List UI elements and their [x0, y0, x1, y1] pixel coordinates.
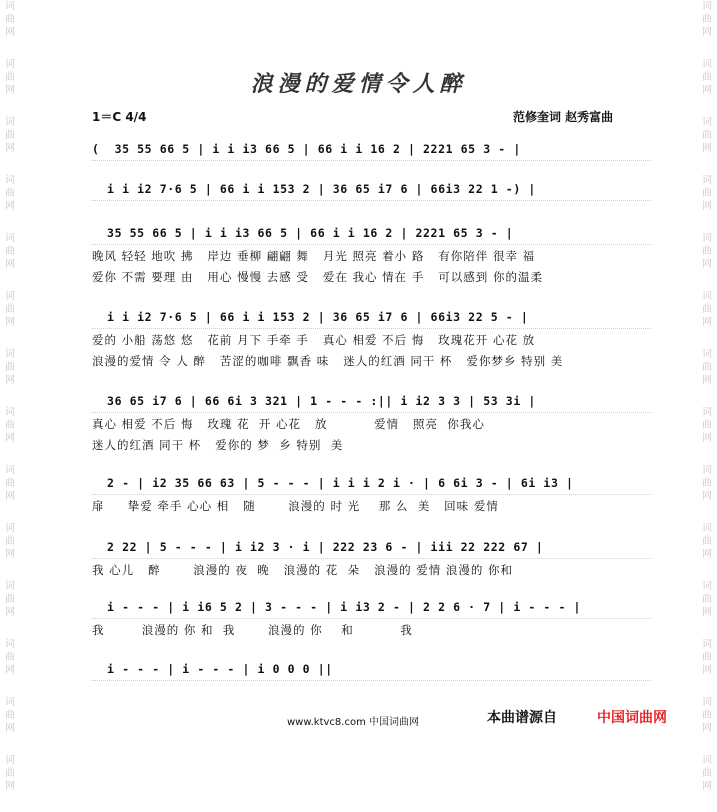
- watermark-char: 曲: [702, 362, 712, 373]
- watermark-char: 网: [5, 201, 15, 212]
- watermark-char: 网: [5, 491, 15, 502]
- watermark-char: 曲: [5, 304, 15, 315]
- watermark-char: 网: [702, 723, 712, 734]
- watermark-char: 词: [5, 697, 15, 708]
- lyric-line: 迷人的红酒 同干 杯 爱你的 梦 乡 特别 美: [92, 438, 344, 452]
- watermark-char: 曲: [702, 72, 712, 83]
- watermark-char: 词: [5, 349, 15, 360]
- footer-source-label: 本曲谱源自: [487, 710, 557, 726]
- watermark-char: 词: [702, 755, 712, 766]
- watermark-char: 曲: [5, 14, 15, 25]
- watermark-char: 词: [5, 465, 15, 476]
- watermark-char: 曲: [5, 594, 15, 605]
- watermark-char: 曲: [5, 420, 15, 431]
- watermark-char: 词: [702, 59, 712, 70]
- watermark-char: 词: [702, 349, 712, 360]
- notation-line: 35 55 66 5 | i i i3 66 5 | 66 i i 16 2 | 2221 65 3 - |: [92, 224, 652, 245]
- watermark-char: 网: [5, 665, 15, 676]
- watermark-char: 曲: [5, 536, 15, 547]
- watermark-char: 词: [702, 1, 712, 12]
- footer-site-name: 中国词曲网: [597, 710, 667, 726]
- watermark-char: 网: [702, 433, 712, 444]
- watermark-char: 网: [5, 85, 15, 96]
- watermark-char: 网: [5, 143, 15, 154]
- watermark-char: 词: [5, 523, 15, 534]
- watermark-char: 网: [5, 549, 15, 560]
- watermark-char: 曲: [702, 652, 712, 663]
- song-credits: 范修奎词 赵秀富曲: [513, 110, 614, 124]
- watermark-char: 词: [5, 233, 15, 244]
- score-system-9: [92, 660, 652, 681]
- footer-url: www.ktvc8.com 中国词曲网: [287, 717, 420, 728]
- watermark-char: 词: [702, 117, 712, 128]
- watermark-char: 词: [702, 465, 712, 476]
- watermark-char: 曲: [702, 536, 712, 547]
- lyric-line: 晚风 轻轻 地吹 拂 岸边 垂柳 翩翩 舞 月光 照亮 着小 路 有你陪伴 很幸 福: [92, 249, 536, 263]
- song-title: 浪漫的爱情令人醉: [250, 71, 467, 97]
- watermark-char: 网: [702, 665, 712, 676]
- score-system-6: [92, 474, 652, 517]
- watermark-char: 词: [5, 59, 15, 70]
- watermark-char: 词: [702, 291, 712, 302]
- watermark-char: 网: [702, 27, 712, 38]
- watermark-char: 词: [702, 639, 712, 650]
- score-system-3: [92, 224, 652, 287]
- notation-line: 2 22 | 5 - - - | i i2 3 · i | 222 23 6 - | iii 22 222 67 |: [92, 538, 652, 559]
- watermark-char: 词: [702, 233, 712, 244]
- watermark-char: 网: [702, 549, 712, 560]
- watermark-char: 曲: [702, 594, 712, 605]
- lyric-line: 扉 挚爱 牵手 心心 相 随 浪漫的 时 光 那 么 美 回味 爱情: [92, 499, 499, 513]
- notation-line: i i i2 7·6 5 | 66 i i 153 2 | 36 65 i7 6 | 66i3 22 1 -) |: [92, 180, 652, 201]
- watermark-char: 网: [702, 781, 712, 792]
- watermark-char: 曲: [702, 710, 712, 721]
- lyric-line: 真心 相爱 不后 悔 玫瑰 花 开 心花 放 爱情 照亮 你我心: [92, 417, 485, 431]
- notation-line: i - - - | i - - - | i 0 0 0 ||: [92, 660, 652, 681]
- watermark-char: 词: [5, 407, 15, 418]
- watermark-char: 曲: [5, 72, 15, 83]
- watermark-char: 词: [702, 407, 712, 418]
- watermark-char: 网: [5, 433, 15, 444]
- watermark-char: 词: [5, 581, 15, 592]
- watermark-char: 曲: [702, 246, 712, 257]
- watermark-char: 曲: [5, 652, 15, 663]
- watermark-char: 词: [5, 639, 15, 650]
- watermark-char: 网: [702, 491, 712, 502]
- watermark-char: 网: [5, 259, 15, 270]
- score-system-5: [92, 392, 652, 455]
- notation-line: i - - - | i i6 5 2 | 3 - - - | i i3 2 - | 2 2 6 · 7 | i - - - |: [92, 598, 652, 619]
- watermark-char: 曲: [702, 304, 712, 315]
- watermark-char: 网: [702, 259, 712, 270]
- watermark-char: 网: [5, 27, 15, 38]
- watermark-char: 词: [5, 291, 15, 302]
- watermark-char: 网: [5, 723, 15, 734]
- notation-line: 36 65 i7 6 | 66 6i 3 321 | 1 - - - :|| i i2 3 3 | 53 3i |: [92, 392, 652, 413]
- watermark-char: 网: [5, 781, 15, 792]
- watermark-left: [2, 0, 18, 792]
- score-system-8: [92, 598, 652, 641]
- watermark-char: 网: [702, 201, 712, 212]
- watermark-char: 网: [5, 317, 15, 328]
- watermark-char: 网: [702, 85, 712, 96]
- watermark-char: 词: [5, 755, 15, 766]
- watermark-char: 词: [702, 581, 712, 592]
- watermark-char: 词: [5, 175, 15, 186]
- watermark-char: 词: [5, 117, 15, 128]
- watermark-char: 网: [702, 143, 712, 154]
- watermark-char: 曲: [702, 420, 712, 431]
- watermark-char: 曲: [5, 710, 15, 721]
- score-system-7: [92, 538, 652, 581]
- lyric-line: 浪漫的爱情 令 人 醉 苦涩的咖啡 飘香 味 迷人的红酒 同干 杯 爱你梦乡 特别 美: [92, 354, 564, 368]
- score-system-2: [92, 180, 652, 201]
- watermark-char: 网: [5, 607, 15, 618]
- watermark-char: 网: [702, 375, 712, 386]
- watermark-char: 曲: [702, 14, 712, 25]
- lyric-line: 我 浪漫的 你 和 我 浪漫的 你 和 我: [92, 623, 413, 637]
- watermark-char: 曲: [5, 362, 15, 373]
- watermark-char: 曲: [5, 478, 15, 489]
- watermark-char: 曲: [5, 188, 15, 199]
- key-signature: 1＝C 4/4: [92, 110, 147, 124]
- watermark-right: [699, 0, 715, 792]
- watermark-char: 曲: [702, 130, 712, 141]
- watermark-char: 词: [702, 697, 712, 708]
- watermark-char: 曲: [5, 768, 15, 779]
- lyric-line: 爱的 小船 荡悠 悠 花前 月下 手牵 手 真心 相爱 不后 悔 玫瑰花开 心花 放: [92, 333, 536, 347]
- watermark-char: 曲: [5, 246, 15, 257]
- watermark-char: 词: [5, 1, 15, 12]
- notation-line: 2 - | i2 35 66 63 | 5 - - - | i i i 2 i · | 6 6i 3 - | 6i i3 |: [92, 474, 652, 495]
- watermark-char: 网: [702, 317, 712, 328]
- watermark-char: 网: [5, 375, 15, 386]
- score-system-4: [92, 308, 652, 371]
- watermark-char: 词: [702, 175, 712, 186]
- lyric-line: 爱你 不需 要理 由 用心 慢慢 去感 受 爱在 我心 情在 手 可以感到 你的温柔: [92, 270, 543, 284]
- watermark-char: 曲: [702, 188, 712, 199]
- watermark-char: 词: [702, 523, 712, 534]
- watermark-char: 曲: [5, 130, 15, 141]
- watermark-char: 曲: [702, 478, 712, 489]
- notation-line: ( 35 55 66 5 | i i i3 66 5 | 66 i i 16 2 | 2221 65 3 - |: [92, 140, 652, 161]
- notation-line: i i i2 7·6 5 | 66 i i 153 2 | 36 65 i7 6 | 66i3 22 5 - |: [92, 308, 652, 329]
- score-system-1: [92, 140, 652, 161]
- watermark-char: 曲: [702, 768, 712, 779]
- lyric-line: 我 心儿 醉 浪漫的 夜 晚 浪漫的 花 朵 浪漫的 爱情 浪漫的 你和: [92, 563, 514, 577]
- watermark-char: 网: [702, 607, 712, 618]
